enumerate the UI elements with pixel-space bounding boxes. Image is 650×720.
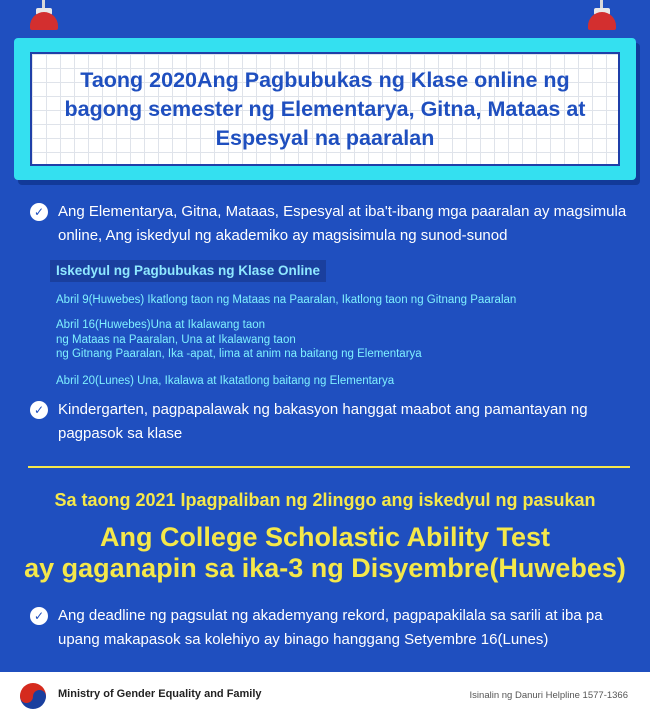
schedule-item-april-16 [56,318,422,362]
schedule-line: Abril 16(Huwebes)Una at Ikalawang taon [56,319,266,331]
page-title: Taong 2020Ang Pagbubukas ng Klase online ng bagong semester ng Elementarya, Gitna, Mataas at Espesyal na paaralan [64,67,586,150]
bullet-kindergarten [30,398,610,446]
schedule-line: Abril 20(Lunes) Una, Ikalawa at Ikatatlong baitang ng Elementarya [56,375,395,387]
csat-heading [0,522,650,584]
check-icon: ✓ [30,607,48,625]
schedule-item-april-9 [56,293,516,308]
schedule-line: ng Gitnang Paaralan, Ika -apat, lima at anim na baitang ng Elementarya [56,348,422,360]
government-emblem-icon [20,683,46,709]
schedule-line: ng Mataas na Paaralan, Una at Ikalawang taon [56,333,296,346]
csat-line: Ang College Scholastic Ability Test [99,522,551,552]
csat-line: ay gaganapin sa ika-3 ng Disyembre(Huwebes) [24,553,626,583]
lamp-icon [588,0,616,32]
bullet-text: Ang deadline ng pagsulat ng akademyang rekord, pagpapakilala sa sarili at iba pa upang makapasok sa kolehiyo ay binago hanggang Setyembre 16(Lunes) [58,607,603,648]
ministry-name: Ministry of Gender Equality and Family [58,688,262,700]
divider [28,466,630,468]
postpone-heading: Sa taong 2021 Ipagpaliban ng 2linggo ang iskedyul ng pasukan [54,490,596,510]
bullet-text: Kindergarten, pagpapalawak ng bakasyon hanggat maabot ang pamantayan ng pagpasok sa klase [58,401,588,442]
title-board [30,52,620,166]
schedule-label: Iskedyul ng Pagbubukas ng Klase Online [50,260,326,282]
lamp-icon [30,0,58,32]
helpline-credit: Isinalin ng Danuri Helpline 1577-1366 [469,690,628,701]
schedule-line: Abril 9(Huwebes) Ikatlong taon ng Mataas na Paaralan, Ikatlong taon ng Gitnang Paaralan [56,294,517,306]
bullet-text: Ang Elementarya, Gitna, Mataas, Espesyal at iba't-ibang mga paaralan ay magsimula online, Ang iskedyul ng akademiko ay magsisimula ng sunod-sunod [58,203,627,244]
title-frame [14,38,636,180]
schedule-item-april-20 [56,374,394,389]
check-icon: ✓ [30,203,48,221]
bullet-online-start [30,200,630,248]
footer [0,672,650,720]
check-icon: ✓ [30,401,48,419]
bullet-deadline [30,604,630,652]
